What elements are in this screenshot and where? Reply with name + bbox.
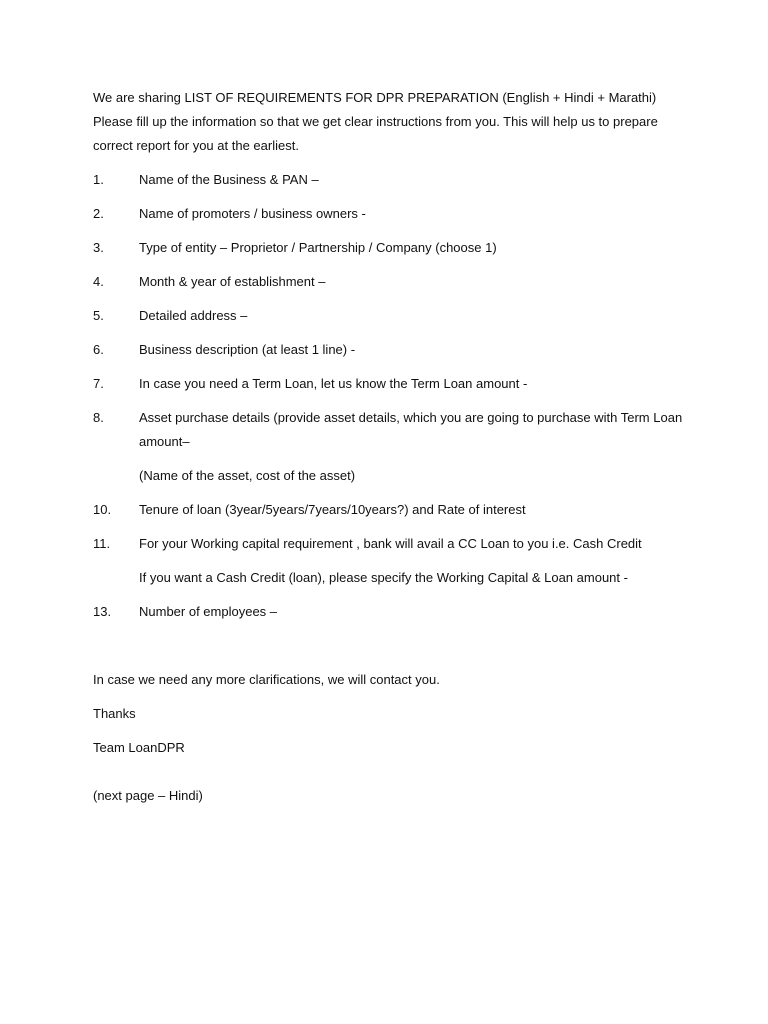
list-item bbox=[93, 270, 693, 294]
list-item-text: If you want a Cash Credit (loan), please specify the Working Capital & Loan amount - bbox=[139, 570, 628, 585]
list-item-text: Tenure of loan (3year/5years/7years/10years?) and Rate of interest bbox=[139, 502, 526, 517]
list-item bbox=[93, 236, 693, 260]
list-item-subtext bbox=[93, 464, 693, 488]
list-item-number: 2. bbox=[93, 206, 104, 221]
list-item bbox=[93, 532, 693, 556]
list-item-text: Name of promoters / business owners - bbox=[139, 206, 366, 221]
list-item-text: Asset purchase details (provide asset details, which you are going to purchase with Term Loan amount– bbox=[139, 410, 683, 449]
list-item bbox=[93, 304, 693, 328]
intro-line-2: Please fill up the information so that we get clear instructions from you. This will help us to prepare bbox=[93, 114, 658, 129]
list-item-number: 4. bbox=[93, 274, 104, 289]
list-item-text: Type of entity – Proprietor / Partnership / Company (choose 1) bbox=[139, 240, 497, 255]
list-item-subtext bbox=[93, 566, 693, 590]
list-item-number: 5. bbox=[93, 308, 104, 323]
list-item-number: 8. bbox=[93, 410, 104, 425]
list-item-number bbox=[93, 566, 139, 590]
list-item-text: In case you need a Term Loan, let us know the Term Loan amount - bbox=[139, 376, 528, 391]
next-page-note: (next page – Hindi) bbox=[93, 788, 203, 803]
list-item bbox=[93, 202, 693, 226]
intro-line-3: correct report for you at the earliest. bbox=[93, 138, 299, 153]
list-item-number: 7. bbox=[93, 376, 104, 391]
list-item-number: 6. bbox=[93, 342, 104, 357]
team-signature: Team LoanDPR bbox=[93, 740, 185, 755]
list-item-text: Number of employees – bbox=[139, 604, 278, 619]
requirements-list bbox=[93, 168, 693, 624]
intro-paragraph bbox=[93, 86, 693, 158]
list-item bbox=[93, 600, 693, 624]
list-item-text: (Name of the asset, cost of the asset) bbox=[139, 468, 356, 483]
list-item-number: 1. bbox=[93, 172, 104, 187]
list-item-text: Month & year of establishment – bbox=[139, 274, 326, 289]
clarification-text: In case we need any more clarifications, we will contact you. bbox=[93, 672, 440, 687]
intro-line-1: We are sharing LIST OF REQUIREMENTS FOR DPR PREPARATION (English + Hindi + Marathi) bbox=[93, 90, 657, 105]
list-item-number: 11. bbox=[93, 536, 111, 551]
list-item-number: 3. bbox=[93, 240, 104, 255]
list-item-text: Business description (at least 1 line) - bbox=[139, 342, 356, 357]
list-item bbox=[93, 168, 693, 192]
thanks-text: Thanks bbox=[93, 706, 136, 721]
list-item bbox=[93, 338, 693, 362]
list-item-number bbox=[93, 464, 139, 488]
list-item-text: Detailed address – bbox=[139, 308, 248, 323]
list-item-text: Name of the Business & PAN – bbox=[139, 172, 319, 187]
list-item-text: For your Working capital requirement , bank will avail a CC Loan to you i.e. Cash Credit bbox=[139, 536, 642, 551]
closing-section bbox=[93, 668, 693, 808]
document-body bbox=[93, 86, 693, 818]
list-item bbox=[93, 498, 693, 522]
list-item-number: 10. bbox=[93, 502, 112, 517]
list-item bbox=[93, 406, 693, 454]
list-item-number: 13. bbox=[93, 604, 112, 619]
list-item bbox=[93, 372, 693, 396]
